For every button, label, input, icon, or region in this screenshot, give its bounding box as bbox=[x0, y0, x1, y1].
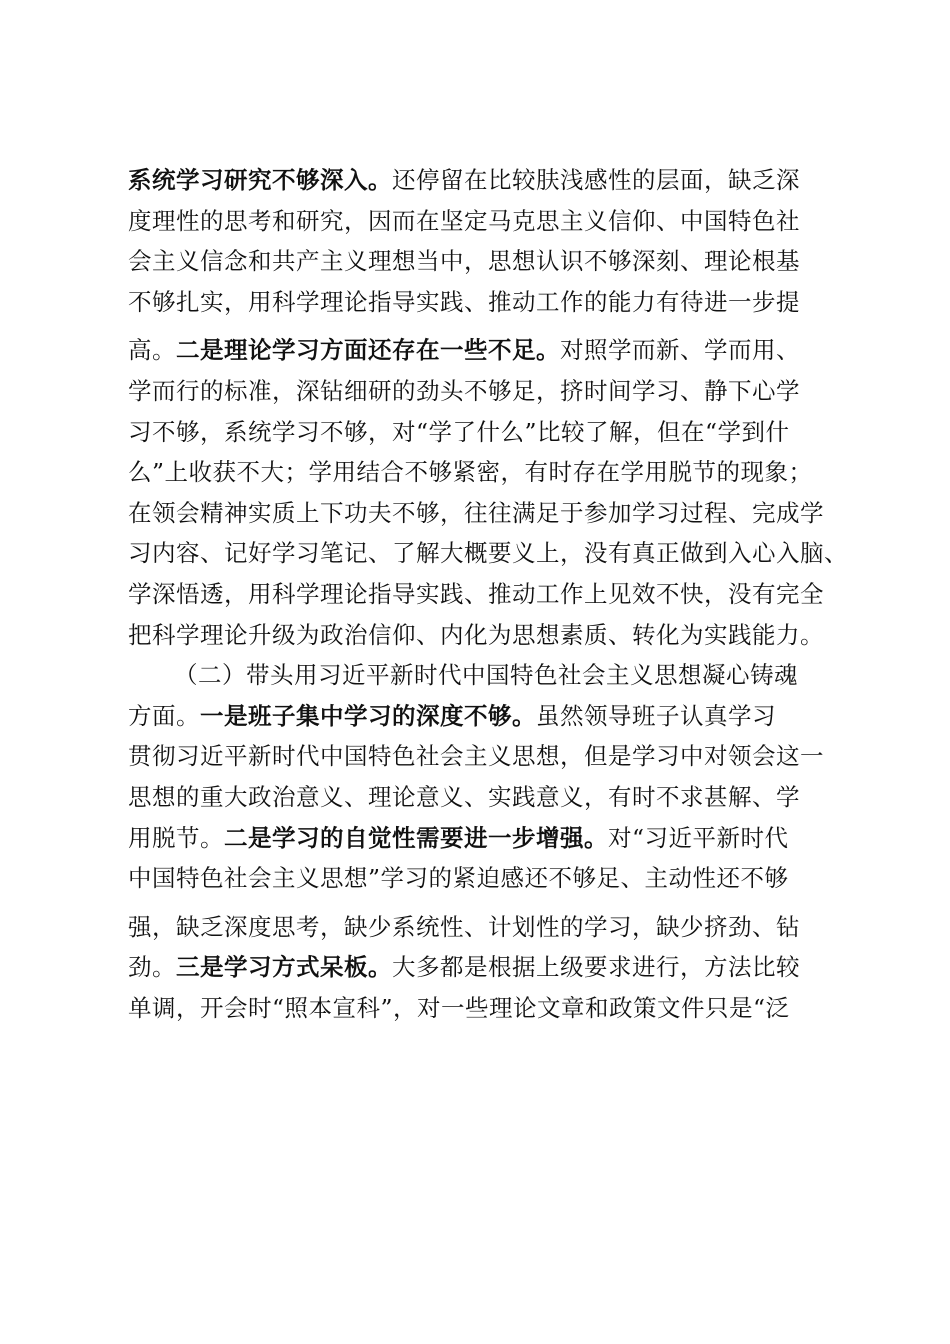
body-text: 虽然领导班子认真学习 bbox=[536, 701, 776, 730]
text-line-12 bbox=[128, 615, 840, 656]
body-text: 会主义信念和共产主义理想当中，思想认识不够深刻、理论根基 bbox=[128, 247, 800, 276]
body-text: 方面。 bbox=[128, 701, 200, 730]
bold-heading: 三是学习方式呆板。 bbox=[176, 953, 392, 982]
body-text: 对照学而新、学而用、 bbox=[560, 336, 800, 365]
body-text: 思想的重大政治意义、理论意义、实践意义，有时不求甚解、学 bbox=[128, 782, 800, 811]
document-body bbox=[128, 160, 848, 1028]
text-line-20 bbox=[128, 947, 840, 988]
body-text: 么”上收获不大；学用结合不够紧密，有时存在学用脱节的现象； bbox=[128, 458, 813, 487]
bold-heading: 二是学习的自觉性需要进一步增强。 bbox=[224, 823, 608, 852]
section-heading-2 bbox=[128, 655, 840, 696]
body-text: 还停留在比较肤浅感性的层面，缺乏深 bbox=[392, 166, 800, 194]
text-line-15 bbox=[128, 736, 840, 777]
text-line-3 bbox=[128, 241, 840, 282]
text-line-6 bbox=[128, 371, 840, 412]
body-text: 劲。 bbox=[128, 953, 176, 982]
body-text: 学深悟透，用科学理论指导实践、推动工作上见效不快，没有完全 bbox=[128, 579, 824, 608]
text-line-2 bbox=[128, 201, 840, 242]
section-heading-text: （二）带头用习近平新时代中国特色社会主义思想凝心铸魂 bbox=[174, 661, 798, 690]
body-text: 贯彻习近平新时代中国特色社会主义思想，但是学习中对领会这一 bbox=[128, 742, 824, 771]
text-line-11 bbox=[128, 574, 840, 615]
body-text: 大多都是根据上级要求进行，方法比较 bbox=[392, 953, 800, 982]
text-line-10 bbox=[128, 533, 848, 574]
body-text: 习不够，系统学习不够，对“学了什么”比较了解，但在“学到什 bbox=[128, 417, 790, 446]
text-line-8 bbox=[128, 452, 840, 493]
text-line-21 bbox=[128, 988, 840, 1029]
body-text: 高。 bbox=[128, 336, 176, 365]
text-line-7 bbox=[128, 412, 840, 453]
text-line-14 bbox=[128, 696, 840, 737]
text-line-9 bbox=[128, 493, 840, 534]
body-text: 在领会精神实质上下功夫不够，往往满足于参加学习过程、完成学 bbox=[128, 498, 824, 527]
body-text: 中国特色社会主义思想”学习的紧迫感还不够足、主动性还不够 bbox=[128, 864, 789, 893]
text-line-1 bbox=[128, 160, 840, 201]
bold-heading: 二是理论学习方面还存在一些不足。 bbox=[176, 336, 560, 365]
body-text: 习内容、记好学习笔记、了解大概要义上，没有真正做到入心入脑、 bbox=[128, 539, 848, 568]
text-line-19 bbox=[128, 907, 840, 948]
bold-heading: 一是班子集中学习的深度不够。 bbox=[200, 701, 536, 730]
body-text: 不够扎实，用科学理论指导实践、推动工作的能力有待进一步提 bbox=[128, 287, 800, 316]
bold-heading: 系统学习研究不够深入。 bbox=[128, 166, 392, 194]
body-text: 单调，开会时“照本宣科”，对一些理论文章和政策文件只是“泛 bbox=[128, 993, 790, 1022]
text-line-5 bbox=[128, 330, 840, 371]
body-text: 学而行的标准，深钻细研的劲头不够足，挤时间学习、静下心学 bbox=[128, 376, 800, 405]
body-text: 用脱节。 bbox=[128, 823, 224, 852]
text-line-17 bbox=[128, 818, 840, 859]
body-text: 度理性的思考和研究，因而在坚定马克思主义信仰、中国特色社 bbox=[128, 206, 800, 235]
body-text: 把科学理论升级为政治信仰、内化为思想素质、转化为实践能力。 bbox=[128, 620, 824, 649]
text-line-18 bbox=[128, 858, 840, 899]
body-text: 对“习近平新时代 bbox=[608, 823, 789, 852]
text-line-16 bbox=[128, 777, 840, 818]
text-line-4 bbox=[128, 282, 840, 323]
body-text: 强，缺乏深度思考，缺少系统性、计划性的学习，缺少挤劲、钻 bbox=[128, 912, 800, 941]
